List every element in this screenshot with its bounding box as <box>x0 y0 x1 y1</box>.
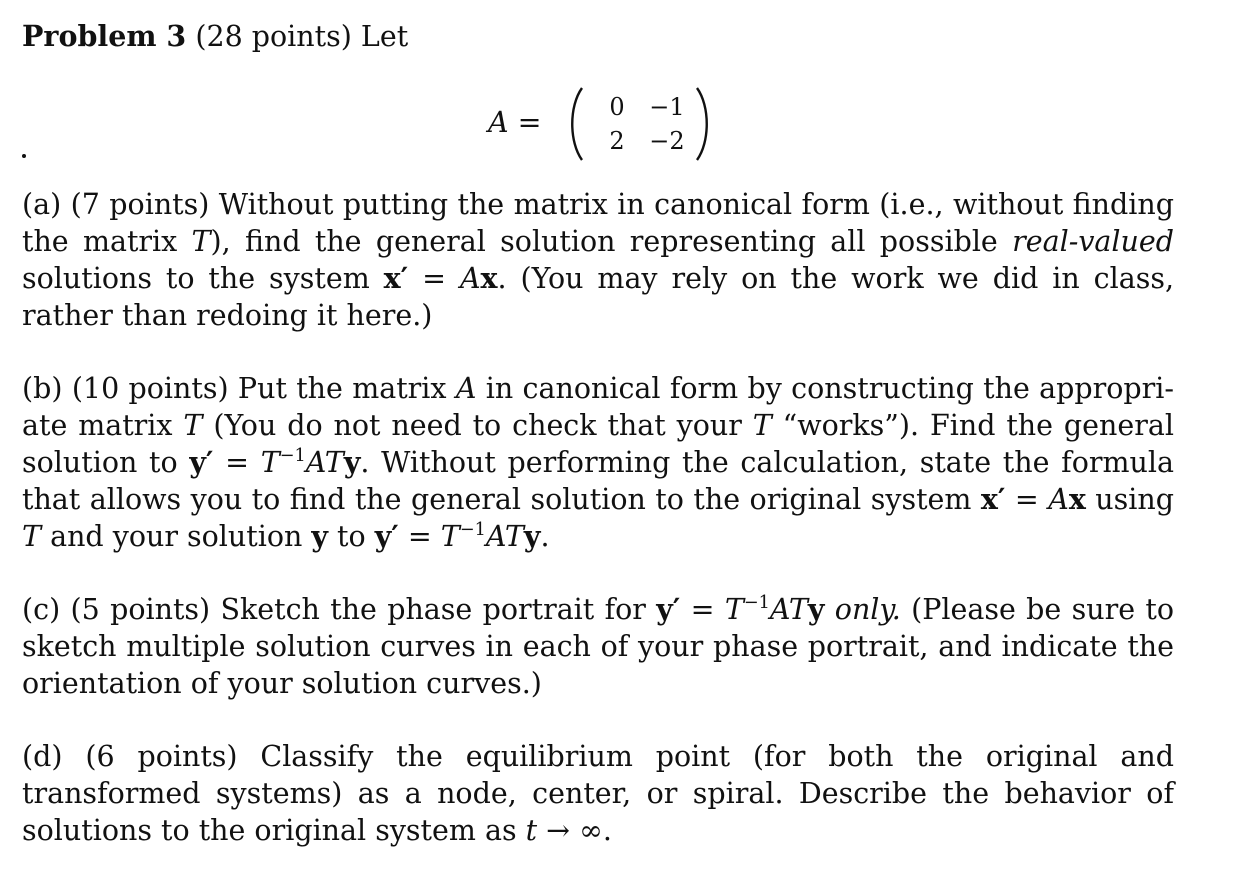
part-b-text: “works”). Find the general solution to <box>22 409 1174 479</box>
problem-points: (28 points) <box>195 20 352 53</box>
part-a-text: solutions to the system <box>22 262 384 295</box>
math-AT: AT <box>485 520 524 553</box>
part-a-label: (a) <box>22 188 62 221</box>
problem-page <box>22 14 1174 849</box>
math-x: x <box>480 261 498 295</box>
matrix-display <box>22 86 1174 166</box>
math-equals: = <box>408 262 460 295</box>
math-equals: = <box>1005 483 1049 516</box>
math-AT: AT <box>305 446 344 479</box>
math-A: A <box>1048 483 1069 516</box>
part-a-emphasis: real-valued <box>1012 225 1174 258</box>
part-d-text: Classify the equilibrium point (for both the original and transformed systems) as a node, center, or spiral. Describe the behavior of solutions to the original system as <box>22 740 1174 847</box>
matrix-entry-11: 0 <box>609 93 625 121</box>
matrix-entry-12: −1 <box>649 93 685 121</box>
part-b-points: (10 points) <box>71 372 229 405</box>
part-c-text: (Please be sure to sketch multiple solution curves in each of your phase portrait, and indicate the orientation of your solution curves.) <box>22 593 1174 700</box>
part-c-label: (c) <box>22 593 61 626</box>
part-b-label: (b) <box>22 372 63 405</box>
math-T: T <box>440 520 460 553</box>
math-A: A <box>455 372 477 405</box>
math-T: T <box>191 225 211 258</box>
matrix-entries <box>592 90 692 158</box>
part-d-label: (d) <box>22 740 63 773</box>
math-limit-arrow: → ∞ <box>537 814 603 847</box>
part-b <box>22 370 1174 555</box>
math-y-prime: y′ <box>189 445 214 479</box>
math-inverse-exponent: −1 <box>279 446 306 467</box>
right-parenthesis <box>693 86 713 162</box>
math-x-prime: x′ <box>980 482 1006 516</box>
matrix-equals: = <box>517 106 542 139</box>
math-x-prime: x′ <box>383 261 409 295</box>
math-T: T <box>22 520 42 553</box>
math-T: T <box>752 409 772 442</box>
math-equals: = <box>398 520 441 553</box>
problem-intro: Let <box>360 20 409 53</box>
math-y: y <box>523 519 541 553</box>
part-a-points: (7 points) <box>70 188 210 221</box>
part-b-text: using <box>1085 483 1174 516</box>
part-a <box>22 186 1174 334</box>
part-b-text: . <box>540 520 550 553</box>
part-b-text: and your solution <box>41 520 312 553</box>
stray-period-dot <box>22 154 26 158</box>
problem-title: Problem 3 <box>22 19 187 53</box>
part-b-text: in canonical form by constructing the appropriate matrix <box>22 372 1175 442</box>
part-a-text: ), find the general solution representing all possible <box>210 225 1013 258</box>
part-c-text: Sketch the phase portrait for <box>220 593 657 626</box>
math-equals: = <box>213 446 261 479</box>
matrix-entry-21: 2 <box>609 127 625 155</box>
math-inverse-exponent: −1 <box>743 593 770 614</box>
part-d <box>22 738 1174 849</box>
part-b-text: Put the matrix <box>237 372 456 405</box>
math-y: y <box>343 445 361 479</box>
math-A: A <box>459 262 481 295</box>
math-y: y <box>807 592 825 626</box>
matrix-symbol: A <box>488 106 509 139</box>
part-a-text: . (You may rely on the work we did in class, rather than redoing it here.) <box>22 262 1175 332</box>
part-c-points: (5 points) <box>70 593 211 626</box>
left-parenthesis <box>566 86 586 162</box>
math-equals: = <box>680 593 725 626</box>
part-b-text: . Without performing the calculation, state the formula that allows you to find the general solution to the original system <box>22 446 1174 516</box>
math-AT: AT <box>769 593 808 626</box>
math-T: T <box>260 446 280 479</box>
part-b-text: (You do not need to check that your <box>202 409 753 442</box>
part-b-text: to <box>327 520 375 553</box>
math-y-prime: y′ <box>374 519 399 553</box>
part-c <box>22 591 1174 702</box>
part-c-emphasis: only. <box>834 593 901 626</box>
math-inverse-exponent: −1 <box>459 520 486 541</box>
part-d-text: . <box>602 814 612 847</box>
math-x: x <box>1068 482 1086 516</box>
math-T: T <box>724 593 744 626</box>
matrix-entry-22: −2 <box>649 127 685 155</box>
math-y: y <box>311 519 328 553</box>
problem-header <box>22 14 1174 58</box>
part-d-points: (6 points) <box>85 740 238 773</box>
math-T: T <box>183 409 203 442</box>
part-a-text: Without putting the matrix in canonical form (i.e., without finding the matrix <box>22 188 1174 258</box>
matrix-lhs <box>488 103 542 143</box>
math-y-prime: y′ <box>656 592 681 626</box>
math-t: t <box>525 814 538 847</box>
